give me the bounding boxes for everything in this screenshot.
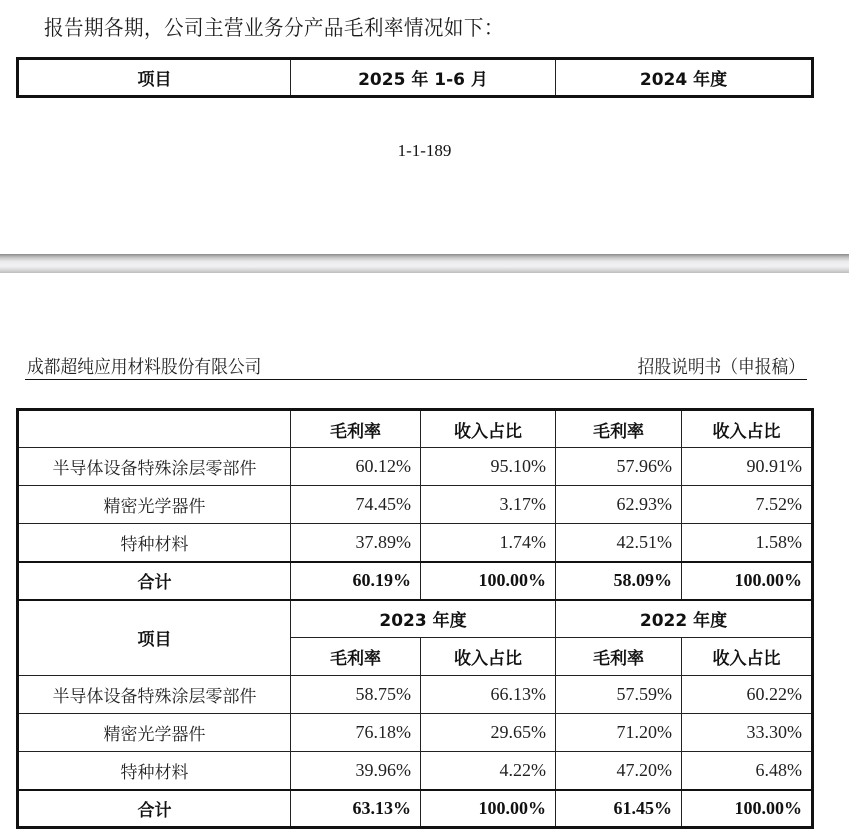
total-row xyxy=(18,562,813,600)
total-label: 合计 xyxy=(18,562,291,600)
table-row xyxy=(18,448,813,486)
header-gross-margin: 毛利率 xyxy=(556,410,682,448)
page-header-company: 成都超纯应用材料股份有限公司 xyxy=(27,357,262,378)
header-divider xyxy=(25,379,807,380)
cell-value: 57.96% xyxy=(556,448,682,486)
column-header-item: 项目 xyxy=(18,59,291,97)
column-header-2024: 2024 年度 xyxy=(556,59,813,97)
total-row xyxy=(18,790,813,828)
row-label: 特种材料 xyxy=(18,524,291,562)
gross-margin-table xyxy=(16,408,814,829)
cell-value: 1.58% xyxy=(682,524,813,562)
cell-value: 7.52% xyxy=(682,486,813,524)
table-row xyxy=(18,524,813,562)
header-revenue-share: 收入占比 xyxy=(682,410,813,448)
cell-value: 3.17% xyxy=(421,486,556,524)
cell-value: 90.91% xyxy=(682,448,813,486)
page-separator xyxy=(0,254,849,273)
header-revenue-share: 收入占比 xyxy=(682,638,813,676)
cell-value: 33.30% xyxy=(682,714,813,752)
period-header-row xyxy=(18,600,813,638)
period-header-2023: 2023 年度 xyxy=(291,600,556,638)
row-label: 精密光学器件 xyxy=(18,714,291,752)
total-value: 100.00% xyxy=(682,790,813,828)
cell-value: 66.13% xyxy=(421,676,556,714)
total-value: 58.09% xyxy=(556,562,682,600)
cell-value: 4.22% xyxy=(421,752,556,790)
row-label: 精密光学器件 xyxy=(18,486,291,524)
column-header-item: 项目 xyxy=(18,600,291,676)
cell-value: 71.20% xyxy=(556,714,682,752)
intro-paragraph: 报告期各期，公司主营业务分产品毛利率情况如下： xyxy=(44,16,504,40)
page-header-doc-type: 招股说明书（申报稿） xyxy=(637,357,805,378)
cell-value: 1.74% xyxy=(421,524,556,562)
table-row xyxy=(18,714,813,752)
cell-value: 60.22% xyxy=(682,676,813,714)
total-value: 60.19% xyxy=(291,562,421,600)
total-value: 63.13% xyxy=(291,790,421,828)
cell-value: 57.59% xyxy=(556,676,682,714)
total-label: 合计 xyxy=(18,790,291,828)
row-label: 半导体设备特殊涂层零部件 xyxy=(18,448,291,486)
period-header-2022: 2022 年度 xyxy=(556,600,813,638)
cell-value: 76.18% xyxy=(291,714,421,752)
total-value: 100.00% xyxy=(421,562,556,600)
table-row xyxy=(18,752,813,790)
cell-value: 74.45% xyxy=(291,486,421,524)
cell-value: 62.93% xyxy=(556,486,682,524)
cell-value: 6.48% xyxy=(682,752,813,790)
table-row xyxy=(18,676,813,714)
table-header-page1 xyxy=(16,57,814,98)
header-revenue-share: 收入占比 xyxy=(421,410,556,448)
empty-header-cell xyxy=(18,410,291,448)
total-value: 61.45% xyxy=(556,790,682,828)
table-header-row xyxy=(18,59,813,97)
cell-value: 37.89% xyxy=(291,524,421,562)
page-number: 1-1-189 xyxy=(397,141,452,160)
header-gross-margin: 毛利率 xyxy=(291,638,421,676)
total-value: 100.00% xyxy=(682,562,813,600)
cell-value: 39.96% xyxy=(291,752,421,790)
header-gross-margin: 毛利率 xyxy=(291,410,421,448)
cell-value: 95.10% xyxy=(421,448,556,486)
column-header-2025h1: 2025 年 1-6 月 xyxy=(291,59,556,97)
cell-value: 42.51% xyxy=(556,524,682,562)
total-value: 100.00% xyxy=(421,790,556,828)
row-label: 半导体设备特殊涂层零部件 xyxy=(18,676,291,714)
cell-value: 58.75% xyxy=(291,676,421,714)
cell-value: 29.65% xyxy=(421,714,556,752)
metric-header-row xyxy=(18,410,813,448)
cell-value: 47.20% xyxy=(556,752,682,790)
header-gross-margin: 毛利率 xyxy=(556,638,682,676)
table-row xyxy=(18,486,813,524)
cell-value: 60.12% xyxy=(291,448,421,486)
row-label: 特种材料 xyxy=(18,752,291,790)
header-revenue-share: 收入占比 xyxy=(421,638,556,676)
